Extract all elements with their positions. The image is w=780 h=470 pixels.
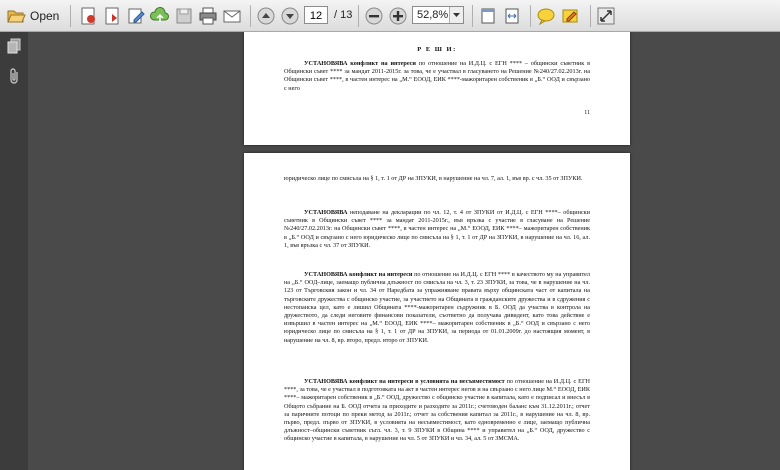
folder-open-icon [6, 6, 26, 26]
page-12 [244, 153, 630, 470]
paragraph: УСТАНОВЯВА конфликт на интереси в условията на несъвместимост по отношение на И.Д.Ц. с ЕГН ****, за това, че е участвал в подготовката на акт в частен интерес негов и на свързано с него лице М.“ ЕООД, ЕИК ****– мажоритарен собственик в „Б.“ ООД, дружество с общинско участие в капитала, като е подписал и внесъл в Общото събрание на Б. ООД отчета за приходите и разходите за 2011г.; счетоводен баланс към 31.12.2011г.; отчет за паричните потоци по преки метод за 2011г.; отчет за собствения капитал за 2011г., в нарушение на чл. 8, вр. първо, предл. първо от ЗПУКИ, в условията на несъвместимост, като едновременно е лице, заемащо публична длъжност–общински съветник съгл. чл. 3, т. 9 ЗПУКИ в Община **** и управител на „Б.“ ООД, дружество с общинско участие в капитала, в нарушение на чл. 5 от ЗПУКИ и чл. 34, ал. 5 от ЗМСМА. [284, 378, 590, 443]
upload-icon [150, 6, 170, 26]
fullscreen-icon [596, 6, 616, 26]
page-11 [244, 32, 630, 145]
attachment-icon[interactable] [6, 68, 22, 86]
fit-width-icon [502, 6, 522, 26]
zoom-out-button[interactable] [364, 4, 384, 28]
chevron-down-icon[interactable] [449, 7, 463, 23]
create-pdf-button[interactable] [78, 4, 98, 28]
export-button[interactable] [102, 4, 122, 28]
upload-button[interactable] [150, 4, 170, 28]
email-icon [222, 6, 242, 26]
page-up-icon [256, 6, 276, 26]
navigation-sidebar [0, 32, 29, 470]
page-number: 11 [584, 110, 590, 116]
save-button[interactable] [174, 4, 194, 28]
decision-heading: Р Е Ш И: [417, 46, 457, 53]
page-up-button[interactable] [256, 4, 276, 28]
comment-button[interactable] [536, 4, 556, 28]
document-viewer[interactable] [28, 32, 780, 470]
edit-button[interactable] [126, 4, 146, 28]
save-icon [174, 6, 194, 26]
comment-icon [536, 6, 556, 26]
fit-page-icon [478, 6, 498, 26]
zoom-value: 52,8% [417, 9, 449, 21]
page-down-button[interactable] [280, 4, 300, 28]
edit-icon [126, 6, 146, 26]
paragraph: юридическо лице по смисъла на § 1, т. 1 от ДР на ЗПУКИ, в нарушение на чл. 7, ал. 1, във вр. с чл. 35 от ЗПУКИ. [284, 175, 583, 182]
export-icon [102, 6, 122, 26]
print-icon [198, 6, 218, 26]
fit-width-button[interactable] [502, 4, 522, 28]
paragraph: УСТАНОВЯВА конфликт на интереси по отношение на И.Д.Ц. с ЕГН **** – общински съветник в Общински съвет **** за мандат 2011-2015г. за това, че е участвал в гласуването на Решение №240/27.02.2013г. на Общински съвет ****, в частен интерес на „М.“ ЕООД, ЕИК ****-мажоритарен собственик в „Б.“ ООД и свързано с него [284, 60, 590, 92]
create-pdf-icon [78, 6, 98, 26]
zoom-select[interactable] [412, 6, 464, 24]
highlight-button[interactable] [560, 4, 580, 28]
toolbar [0, 0, 780, 32]
zoom-out-icon [364, 6, 384, 26]
fullscreen-button[interactable] [596, 4, 616, 28]
highlight-icon [560, 6, 580, 26]
email-button[interactable] [222, 4, 242, 28]
page-total: / 13 [334, 9, 353, 21]
open-label: Open [30, 9, 60, 23]
paragraph: УСТАНОВЯВА конфликт на интереси по отношение на И.Д.Ц. с ЕГН **** в качеството му на управител на „Б.“ ООД–лице, заемащо публична длъжност по смисъла на чл. 3, т. 23 ЗПУКИ, за това, че в нарушение на чл. 123 от Търговския закон и чл. 34 от Наредбата за упражняване правата върху общинската част от капитала на търговските дружества с общинско участие, за участието на Общината в гражданските дружества и в сдружения с нестопанска цел, като е лишил Общината ****-мажоритарен съдружник в Б. ООД да участва в контрола на дружеството, да следи неговите финансови показатели, съответно да получава дивидент, като това действие е извършил в частен интерес на „М.“ ЕООД, ЕИК ****– мажоритарен собственик в „Б.“ ООД и свързано с него юридическо лице по смисъла на § 1, т. 1 от ДР на ЗПУКИ, за периода от 01.01.2009г. до настоящия момент, в нарушение на чл. 8, вр. второ, предл. второ от ЗПУКИ. [284, 271, 590, 344]
pages-icon[interactable] [6, 38, 22, 54]
page-down-icon [280, 6, 300, 26]
fit-page-button[interactable] [478, 4, 498, 28]
zoom-in-icon [388, 6, 408, 26]
page-number-input[interactable]: 12 [304, 6, 328, 24]
print-button[interactable] [198, 4, 218, 28]
paragraph: УСТАНОВЯВА неподаване на декларации по чл. 12, т. 4 от ЗПУКИ от И.Д.Ц. с ЕГН ****– общински съветник в Общински съвет **** за мандат 2011-2015г., във връзка с участие в гласуване на Решение №240/27.02.2013г. на Общински съвет ****, в частен интерес на „М.“ ЕООД, ЕИК ****– мажоритарен собственик в „Б.“ ООД и свързано с него юридическо лице по смисъла на § 1, т. 1 от ДР на ЗПУКИ, в нарушение на чл. 16, ал. 1, във връзка с чл. 37 от ЗПУКИ. [284, 209, 590, 249]
zoom-in-button[interactable] [388, 4, 408, 28]
open-button[interactable] [6, 4, 59, 28]
